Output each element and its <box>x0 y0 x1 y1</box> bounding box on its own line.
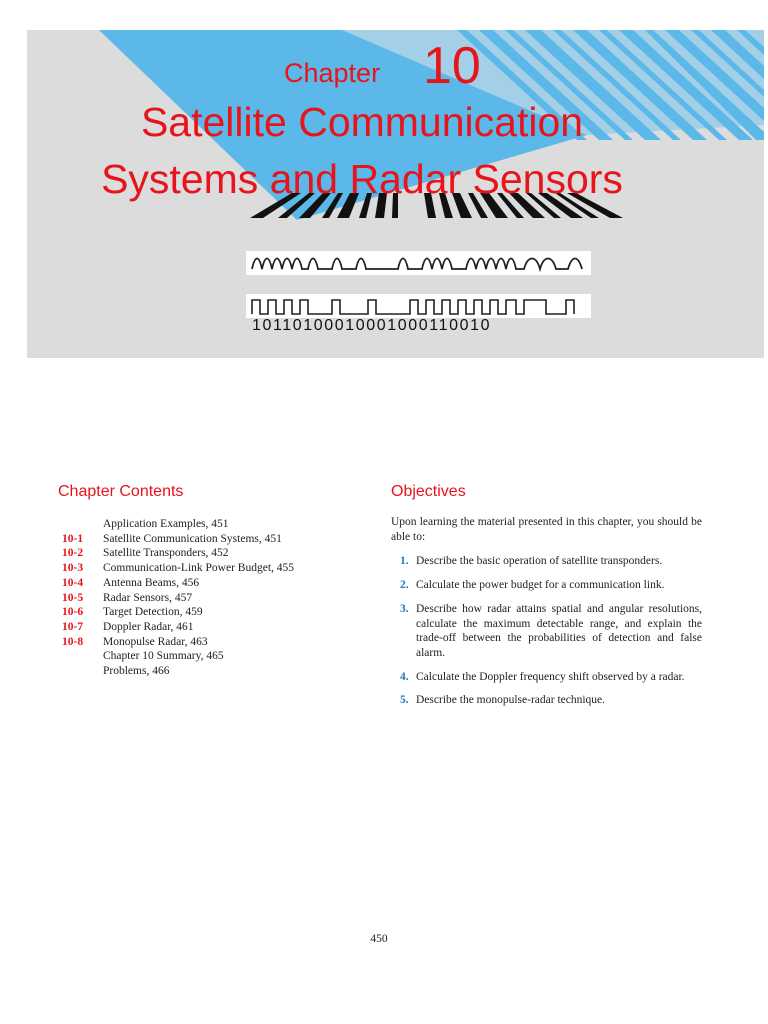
objective-number: 3. <box>400 602 409 615</box>
objective-number: 1. <box>400 555 409 568</box>
chapter-label: Chapter <box>284 58 381 88</box>
contents-item-text: Satellite Communication Systems, 451 <box>103 532 282 545</box>
contents-item-number: 10-8 <box>62 635 84 648</box>
objective-number: 5. <box>400 694 409 707</box>
objective-item <box>391 578 702 593</box>
contents-item <box>62 649 352 664</box>
contents-item-number <box>62 517 103 532</box>
contents-item <box>62 546 352 561</box>
objectives-list <box>391 554 702 708</box>
objective-text: Calculate the power budget for a communication link. <box>416 579 665 592</box>
contents-item-number <box>62 664 103 679</box>
objectives-intro: Upon learning the material presented in this chapter, you should be able to: <box>391 516 702 543</box>
objectives-section <box>391 515 702 717</box>
chapter-contents-heading: Chapter Contents <box>58 483 184 500</box>
contents-item-text: Doppler Radar, 461 <box>103 620 194 633</box>
contents-item <box>62 605 352 620</box>
chapter-banner <box>27 30 764 358</box>
contents-item-number: 10-7 <box>62 620 84 633</box>
page-number: 450 <box>370 933 388 945</box>
contents-item <box>62 532 352 547</box>
objective-item <box>391 693 702 708</box>
chapter-title-line-2: Systems and Radar Sensors <box>101 156 623 202</box>
contents-item <box>62 517 352 532</box>
chapter-number: 10 <box>423 37 481 95</box>
objective-item <box>391 602 702 661</box>
contents-item-number: 10-3 <box>62 562 84 575</box>
contents-item-number: 10-2 <box>62 547 84 560</box>
chapter-title-line-1: Satellite Communication <box>140 99 584 145</box>
objective-item <box>391 670 702 685</box>
analog-waveform <box>246 251 591 275</box>
objective-text: Describe how radar attains spatial and angular resolutions, calculate the maximum detectable range, and explain the trade-off between the probabilities of detection and false alarm. <box>416 602 702 659</box>
contents-item-number <box>62 649 103 664</box>
contents-item-text: Monopulse Radar, 463 <box>103 635 208 648</box>
contents-item-number: 10-4 <box>62 576 84 589</box>
contents-item <box>62 591 352 606</box>
contents-item-text: Problems, 466 <box>103 665 170 678</box>
contents-item <box>62 561 352 576</box>
objective-item <box>391 554 702 569</box>
contents-item-number: 10-5 <box>62 591 84 604</box>
contents-item-text: Target Detection, 459 <box>103 606 203 619</box>
chapter-contents-list <box>62 517 352 679</box>
contents-item-text: Chapter 10 Summary, 465 <box>103 650 224 663</box>
contents-item-number: 10-6 <box>62 606 84 619</box>
objectives-heading: Objectives <box>391 483 466 500</box>
objective-text: Describe the monopulse-radar technique. <box>416 694 606 707</box>
contents-item-text: Satellite Transponders, 452 <box>103 547 229 560</box>
contents-item <box>62 664 352 679</box>
objective-text: Describe the basic operation of satellite transponders. <box>416 555 663 568</box>
bit-sequence: 10110100010001000110010 <box>252 317 492 334</box>
contents-item-number: 10-1 <box>62 532 84 545</box>
objective-number: 2. <box>400 579 409 592</box>
contents-item-text: Application Examples, 451 <box>103 518 229 530</box>
contents-item-text: Antenna Beams, 456 <box>103 576 200 589</box>
contents-item-text: Radar Sensors, 457 <box>103 591 193 604</box>
objective-number: 4. <box>400 670 409 683</box>
contents-item <box>62 620 352 635</box>
objective-text: Calculate the Doppler frequency shift observed by a radar. <box>416 670 685 683</box>
contents-item-text: Communication-Link Power Budget, 455 <box>103 562 295 575</box>
digital-waveform <box>246 294 591 318</box>
contents-item <box>62 635 352 650</box>
contents-item <box>62 576 352 591</box>
